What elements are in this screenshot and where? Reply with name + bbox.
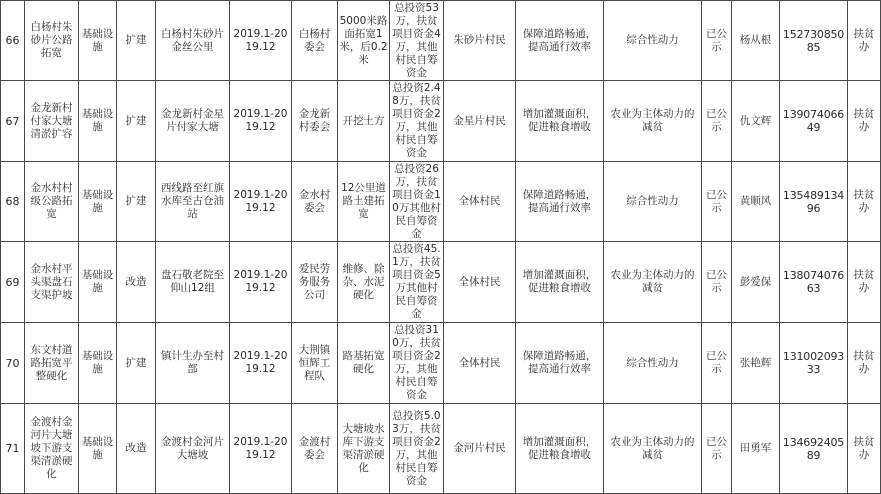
poverty-mode: 综合性动力	[604, 162, 702, 242]
project-category: 基础设施	[79, 404, 117, 494]
department: 扶贫办	[848, 1, 881, 81]
construction-type: 扩建	[117, 1, 156, 81]
row-number: 69	[1, 242, 25, 323]
project-category: 基础设施	[79, 81, 117, 162]
contact-phone: 13807407663	[780, 242, 848, 323]
beneficiaries: 全体村民	[444, 162, 516, 242]
project-category: 基础设施	[79, 1, 117, 81]
contact-person: 杨从根	[732, 1, 780, 81]
construction-type: 改造	[117, 242, 156, 323]
table-row	[1, 1, 881, 81]
table-row	[1, 81, 881, 162]
contact-phone: 15273085085	[780, 1, 848, 81]
department: 扶贫办	[848, 404, 881, 494]
project-period: 2019.1-2019.12	[230, 1, 292, 81]
project-location: 金渡村金河片大塘坡	[156, 404, 230, 494]
row-number: 71	[1, 404, 25, 494]
construction-content: 大塘坡水库下游支渠清淤硬化	[338, 404, 390, 494]
row-number: 67	[1, 81, 25, 162]
table-row	[1, 323, 881, 404]
project-location: 金龙新村金星片付家大塘	[156, 81, 230, 162]
project-name: 金水村村级公路拓宽	[25, 162, 79, 242]
expected-goal: 增加灌溉面积，促进粮食增收	[516, 81, 604, 162]
department: 扶贫办	[848, 162, 881, 242]
contact-phone: 13548913496	[780, 162, 848, 242]
table-row	[1, 242, 881, 323]
project-location: 白杨村朱砂片金丝公里	[156, 1, 230, 81]
department: 扶贫办	[848, 323, 881, 404]
department: 扶贫办	[848, 81, 881, 162]
project-period: 2019.1-2019.12	[230, 323, 292, 404]
contact-person: 黄顺风	[732, 162, 780, 242]
contact-person: 仇文辉	[732, 81, 780, 162]
contact-person: 彭爱保	[732, 242, 780, 323]
department: 扶贫办	[848, 242, 881, 323]
row-number: 68	[1, 162, 25, 242]
contact-phone: 13907406649	[780, 81, 848, 162]
construction-content: 路基拓宽硬化	[338, 323, 390, 404]
poverty-mode: 农业为主体动力的减贫	[604, 242, 702, 323]
beneficiaries: 全体村民	[444, 323, 516, 404]
public-status: 已公示	[702, 1, 732, 81]
contact-person: 张艳辉	[732, 323, 780, 404]
expected-goal: 保障道路畅通，提高通行效率	[516, 1, 604, 81]
beneficiaries: 金星片村民	[444, 81, 516, 162]
table-row	[1, 404, 881, 494]
construction-content: 12公里道路土建拓宽	[338, 162, 390, 242]
expected-goal: 增加灌溉面积，促进粮食增收	[516, 404, 604, 494]
project-category: 基础设施	[79, 162, 117, 242]
project-location: 西线路至红旗水库至古仓油站	[156, 162, 230, 242]
project-period: 2019.1-2019.12	[230, 404, 292, 494]
project-name: 金龙新村付家大塘清淤扩容	[25, 81, 79, 162]
project-location: 镇计生办至村部	[156, 323, 230, 404]
project-location: 盘石敬老院至仰山12组	[156, 242, 230, 323]
implementing-unit: 金渡村委会	[292, 404, 338, 494]
construction-type: 扩建	[117, 323, 156, 404]
poverty-mode: 农业为主体动力的减贫	[604, 404, 702, 494]
implementing-unit: 白杨村委会	[292, 1, 338, 81]
contact-person: 田勇军	[732, 404, 780, 494]
beneficiaries: 全体村民	[444, 242, 516, 323]
implementing-unit: 金龙新村委会	[292, 81, 338, 162]
funding: 总投资26万，扶贫项目资金10万其他村民自筹资金	[390, 162, 444, 242]
contact-phone: 13469240589	[780, 404, 848, 494]
public-status: 已公示	[702, 162, 732, 242]
beneficiaries: 朱砂片村民	[444, 1, 516, 81]
public-status: 已公示	[702, 242, 732, 323]
poverty-mode: 综合性动力	[604, 1, 702, 81]
poverty-mode: 综合性动力	[604, 323, 702, 404]
expected-goal: 保障道路畅通，提高通行效率	[516, 323, 604, 404]
funding: 总投资310万，扶贫项目资金2万，其他村民自筹资金	[390, 323, 444, 404]
funding: 总投资53万，扶贫项目资金4万，其他村民自筹资金	[390, 1, 444, 81]
table-row	[1, 162, 881, 242]
public-status: 已公示	[702, 81, 732, 162]
contact-phone: 13100209333	[780, 323, 848, 404]
row-number: 66	[1, 1, 25, 81]
project-period: 2019.1-2019.12	[230, 162, 292, 242]
expected-goal: 增加灌溉面积，促进粮食增收	[516, 242, 604, 323]
construction-type: 改造	[117, 404, 156, 494]
implementing-unit: 金水村委会	[292, 162, 338, 242]
poverty-mode: 农业为主体动力的减贫	[604, 81, 702, 162]
construction-type: 扩建	[117, 162, 156, 242]
project-name: 东文村道路拓宽平整硬化	[25, 323, 79, 404]
construction-content: 5000米路面拓宽1米，后0.2米	[338, 1, 390, 81]
project-period: 2019.1-2019.12	[230, 242, 292, 323]
row-number: 70	[1, 323, 25, 404]
public-status: 已公示	[702, 404, 732, 494]
project-period: 2019.1-2019.12	[230, 81, 292, 162]
funding: 总投资5.03万，扶贫项目资金2万，其他村民自筹资金	[390, 404, 444, 494]
funding: 总投资2.48万，扶贫项目资金2万，其他村民自筹资金	[390, 81, 444, 162]
project-name: 金渡村金河片大塘坡下游支渠清淤硬化	[25, 404, 79, 494]
project-name: 白杨村朱砂片公路拓宽	[25, 1, 79, 81]
construction-content: 开挖土方	[338, 81, 390, 162]
construction-type: 扩建	[117, 81, 156, 162]
construction-content: 维修、除杂、水泥硬化	[338, 242, 390, 323]
public-status: 已公示	[702, 323, 732, 404]
project-category: 基础设施	[79, 242, 117, 323]
funding: 总投资45.1万，扶贫项目资金5万其他村民自筹资金	[390, 242, 444, 323]
beneficiaries: 金河片村民	[444, 404, 516, 494]
expected-goal: 保障道路畅通，提高通行效率	[516, 162, 604, 242]
project-name: 金水村平头渠盘石支渠护坡	[25, 242, 79, 323]
implementing-unit: 大荆镇恒辉工程队	[292, 323, 338, 404]
project-category: 基础设施	[79, 323, 117, 404]
implementing-unit: 爱民劳务服务公司	[292, 242, 338, 323]
